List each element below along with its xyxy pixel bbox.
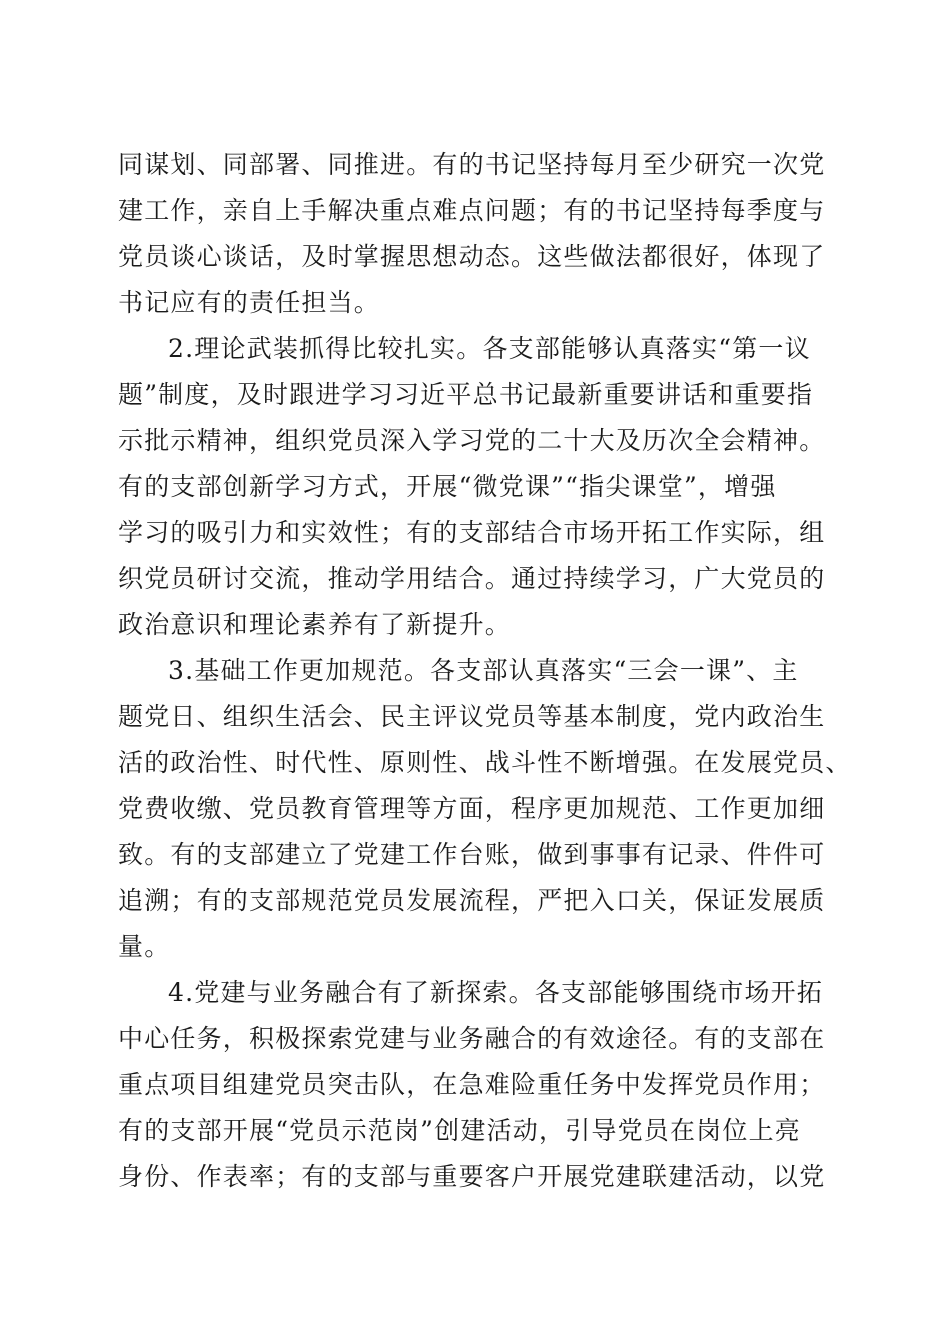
text-line: 致。有的支部建立了党建工作台账，做到事事有记录、件件可 (118, 840, 826, 869)
paragraph-integration (118, 970, 832, 1200)
text-line: 重点项目组建党员突击队，在急难险重任务中发挥党员作用； (118, 1070, 826, 1099)
paragraph-basic-work (118, 648, 852, 970)
text-line: 追溯；有的支部规范党员发展流程，严把入口关，保证发展质 (118, 886, 826, 915)
text-line: 同谋划、同部署、同推进。有的书记坚持每月至少研究一次党 (118, 150, 826, 179)
text-line: 有的支部开展“党员示范岗”创建活动，引导党员在岗位上亮 (118, 1116, 801, 1145)
text-line: 示批示精神，组织党员深入学习党的二十大及历次全会精神。 (118, 426, 826, 455)
paragraph-continuation (118, 142, 832, 326)
text-line: 身份、作表率；有的支部与重要客户开展党建联建活动，以党 (118, 1162, 826, 1191)
text-line: 党费收缴、党员教育管理等方面，程序更加规范、工作更加细 (118, 794, 826, 823)
text-line: 中心任务，积极探索党建与业务融合的有效途径。有的支部在 (118, 1024, 826, 1053)
text-line: 4.党建与业务融合有了新探索。各支部能够围绕市场开拓 (168, 978, 824, 1007)
text-line: 题”制度，及时跟进学习习近平总书记最新重要讲话和重要指 (118, 380, 814, 409)
text-line: 2.理论武装抓得比较扎实。各支部能够认真落实“第一议 (168, 334, 811, 363)
document-body (118, 142, 852, 1200)
text-line: 政治意识和理论素养有了新提升。 (118, 610, 512, 639)
text-line: 3.基础工作更加规范。各支部认真落实“三会一课”、主 (168, 656, 799, 685)
text-line: 织党员研讨交流，推动学用结合。通过持续学习，广大党员的 (118, 564, 826, 593)
text-line: 量。 (118, 932, 171, 961)
text-line: 题党日、组织生活会、民主评议党员等基本制度，党内政治生 (118, 702, 826, 731)
text-line: 党员谈心谈话，及时掌握思想动态。这些做法都很好，体现了 (118, 242, 826, 271)
text-line: 活的政治性、时代性、原则性、战斗性不断增强。在发展党员、 (118, 748, 852, 777)
text-line: 书记应有的责任担当。 (118, 288, 381, 317)
text-line: 有的支部创新学习方式，开展“微党课”“指尖课堂”，增强 (118, 472, 777, 501)
text-line: 学习的吸引力和实效性；有的支部结合市场开拓工作实际，组 (118, 518, 826, 547)
paragraph-theory (118, 326, 832, 648)
text-line: 建工作，亲自上手解决重点难点问题；有的书记坚持每季度与 (118, 196, 826, 225)
